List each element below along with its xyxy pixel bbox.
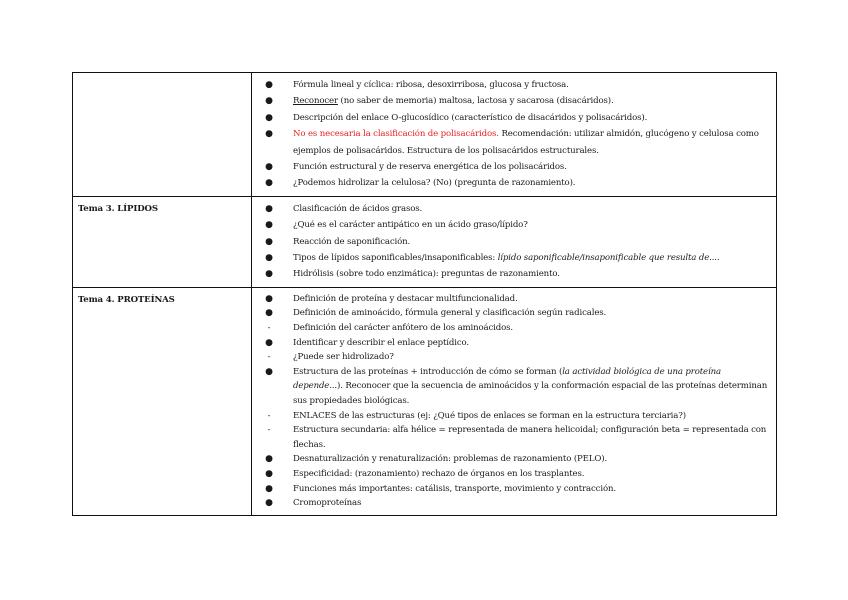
- table-row-carbohydrates: [73, 73, 777, 197]
- syllabus-table: [72, 72, 777, 516]
- italic-text: la actividad biológica de una proteína depende...: [293, 366, 721, 392]
- list-item: ● Tipos de lípidos saponificables/insaponificables: lípido saponificable/insaponificable que resulta de....: [260, 250, 770, 266]
- list-item: ● Reacción de saponificación.: [260, 234, 770, 250]
- item-list: [260, 201, 770, 283]
- bullet-icon: ●: [265, 129, 273, 140]
- bullet-icon: ●: [265, 112, 273, 123]
- table-row-lipidos: [73, 196, 777, 287]
- list-item: ● Hidrólisis (sobre todo enzimática): preguntas de razonamiento.: [260, 266, 770, 282]
- list-item: ● Estructura de las proteínas + introducción de cómo se forman (la actividad biológica de una proteína depende...). Reconocer que la secuencia de aminoácidos y la conformación espacial de las proteínas determinan sus propiedades biológicas.: [265, 366, 768, 407]
- topic-cell: Tema 4. PROTEÍNAS: [73, 287, 252, 515]
- bullet-icon: ●: [265, 483, 273, 494]
- italic-text: lípido saponificable/insaponificable que resulta de...: [497, 253, 717, 264]
- bullet-icon: ●: [265, 308, 273, 319]
- bullet-icon: ●: [265, 178, 273, 189]
- list-item: ● Identificar y describir el enlace peptídico.: [260, 336, 770, 351]
- dash-icon: -: [267, 352, 271, 363]
- list-item: ● Funciones más importantes: catálisis, transporte, movimiento y contracción.: [260, 482, 770, 497]
- bullet-icon: ●: [265, 203, 273, 214]
- dash-icon: -: [267, 410, 271, 421]
- list-item: ● Definición de proteína y destacar multifuncionalidad.: [260, 292, 770, 307]
- bullet-icon: ●: [265, 162, 273, 173]
- underlined-text: Reconocer: [293, 96, 338, 107]
- list-item: ● Función estructural y de reserva energética de los polisacáridos.: [260, 159, 770, 175]
- bullet-icon: ●: [265, 253, 273, 264]
- list-item: ● Reconocer (no saber de memoria) maltosa, lactosa y sacarosa (disacáridos).: [260, 93, 770, 109]
- list-item: ● No es necesaria la clasificación de polisacáridos. Recomendación: utilizar almidón, glucógeno y celulosa como ejemplos de polisacáridos. Estructura de los polisacáridos estructurales.: [260, 126, 770, 159]
- bullet-icon: ●: [265, 236, 273, 247]
- topic-cell: [73, 73, 252, 197]
- list-item: ● Fórmula lineal y cíclica: ribosa, desoxirribosa, glucosa y fructosa.: [260, 77, 770, 93]
- list-item: ● Desnaturalización y renaturalización: problemas de razonamiento (PELO).: [260, 452, 770, 467]
- content-cell: [252, 287, 777, 515]
- list-item: ● Cromoproteínas: [260, 496, 770, 511]
- bullet-icon: ●: [265, 469, 273, 479]
- table-row-proteinas: [73, 287, 777, 515]
- dash-icon: -: [267, 425, 271, 436]
- highlight-red-text: No es necesaria la clasificación de polisacáridos.: [293, 129, 499, 140]
- bullet-icon: ●: [265, 366, 273, 377]
- bullet-icon: ●: [265, 498, 273, 509]
- bullet-icon: ●: [265, 80, 273, 90]
- list-item: - ENLACES de las estructuras (ej: ¿Qué tipos de enlaces se forman en la estructura terciaria?): [260, 409, 770, 424]
- list-item: ● ¿Podemos hidrolizar la celulosa? (No) (pregunta de razonamiento).: [260, 175, 770, 191]
- dash-icon: -: [267, 323, 271, 334]
- item-list: [260, 77, 770, 192]
- list-item: - ¿Puede ser hidrolizado?: [260, 350, 770, 365]
- list-item: - Definición del carácter anfótero de los aminoácidos.: [260, 321, 770, 336]
- item-list: [260, 292, 770, 511]
- bullet-icon: ●: [265, 269, 273, 280]
- bullet-icon: ●: [265, 220, 273, 231]
- list-item: - Estructura secundaria: alfa hélice = representada de manera helicoidal; configuración beta = representada con flechas.: [260, 423, 770, 452]
- list-item: ● Especificidad: (razonamiento) rechazo de órganos en los trasplantes.: [260, 467, 770, 482]
- topic-cell: Tema 3. LÍPIDOS: [73, 196, 252, 287]
- list-item: ● Clasificación de ácidos grasos.: [260, 201, 770, 217]
- list-item: ● Descripción del enlace O-glucosídico (característico de disacáridos y polisacáridos).: [260, 110, 770, 126]
- bullet-icon: ●: [265, 337, 273, 348]
- content-cell: [252, 73, 777, 197]
- bullet-icon: ●: [265, 293, 273, 304]
- list-item: ● Definición de aminoácido, fórmula general y clasificación según radicales.: [260, 306, 770, 321]
- bullet-icon: ●: [265, 454, 273, 465]
- content-cell: [252, 196, 777, 287]
- list-item: ● ¿Qué es el carácter antipático en un ácido graso/lípido?: [260, 217, 770, 233]
- bullet-icon: ●: [265, 96, 273, 107]
